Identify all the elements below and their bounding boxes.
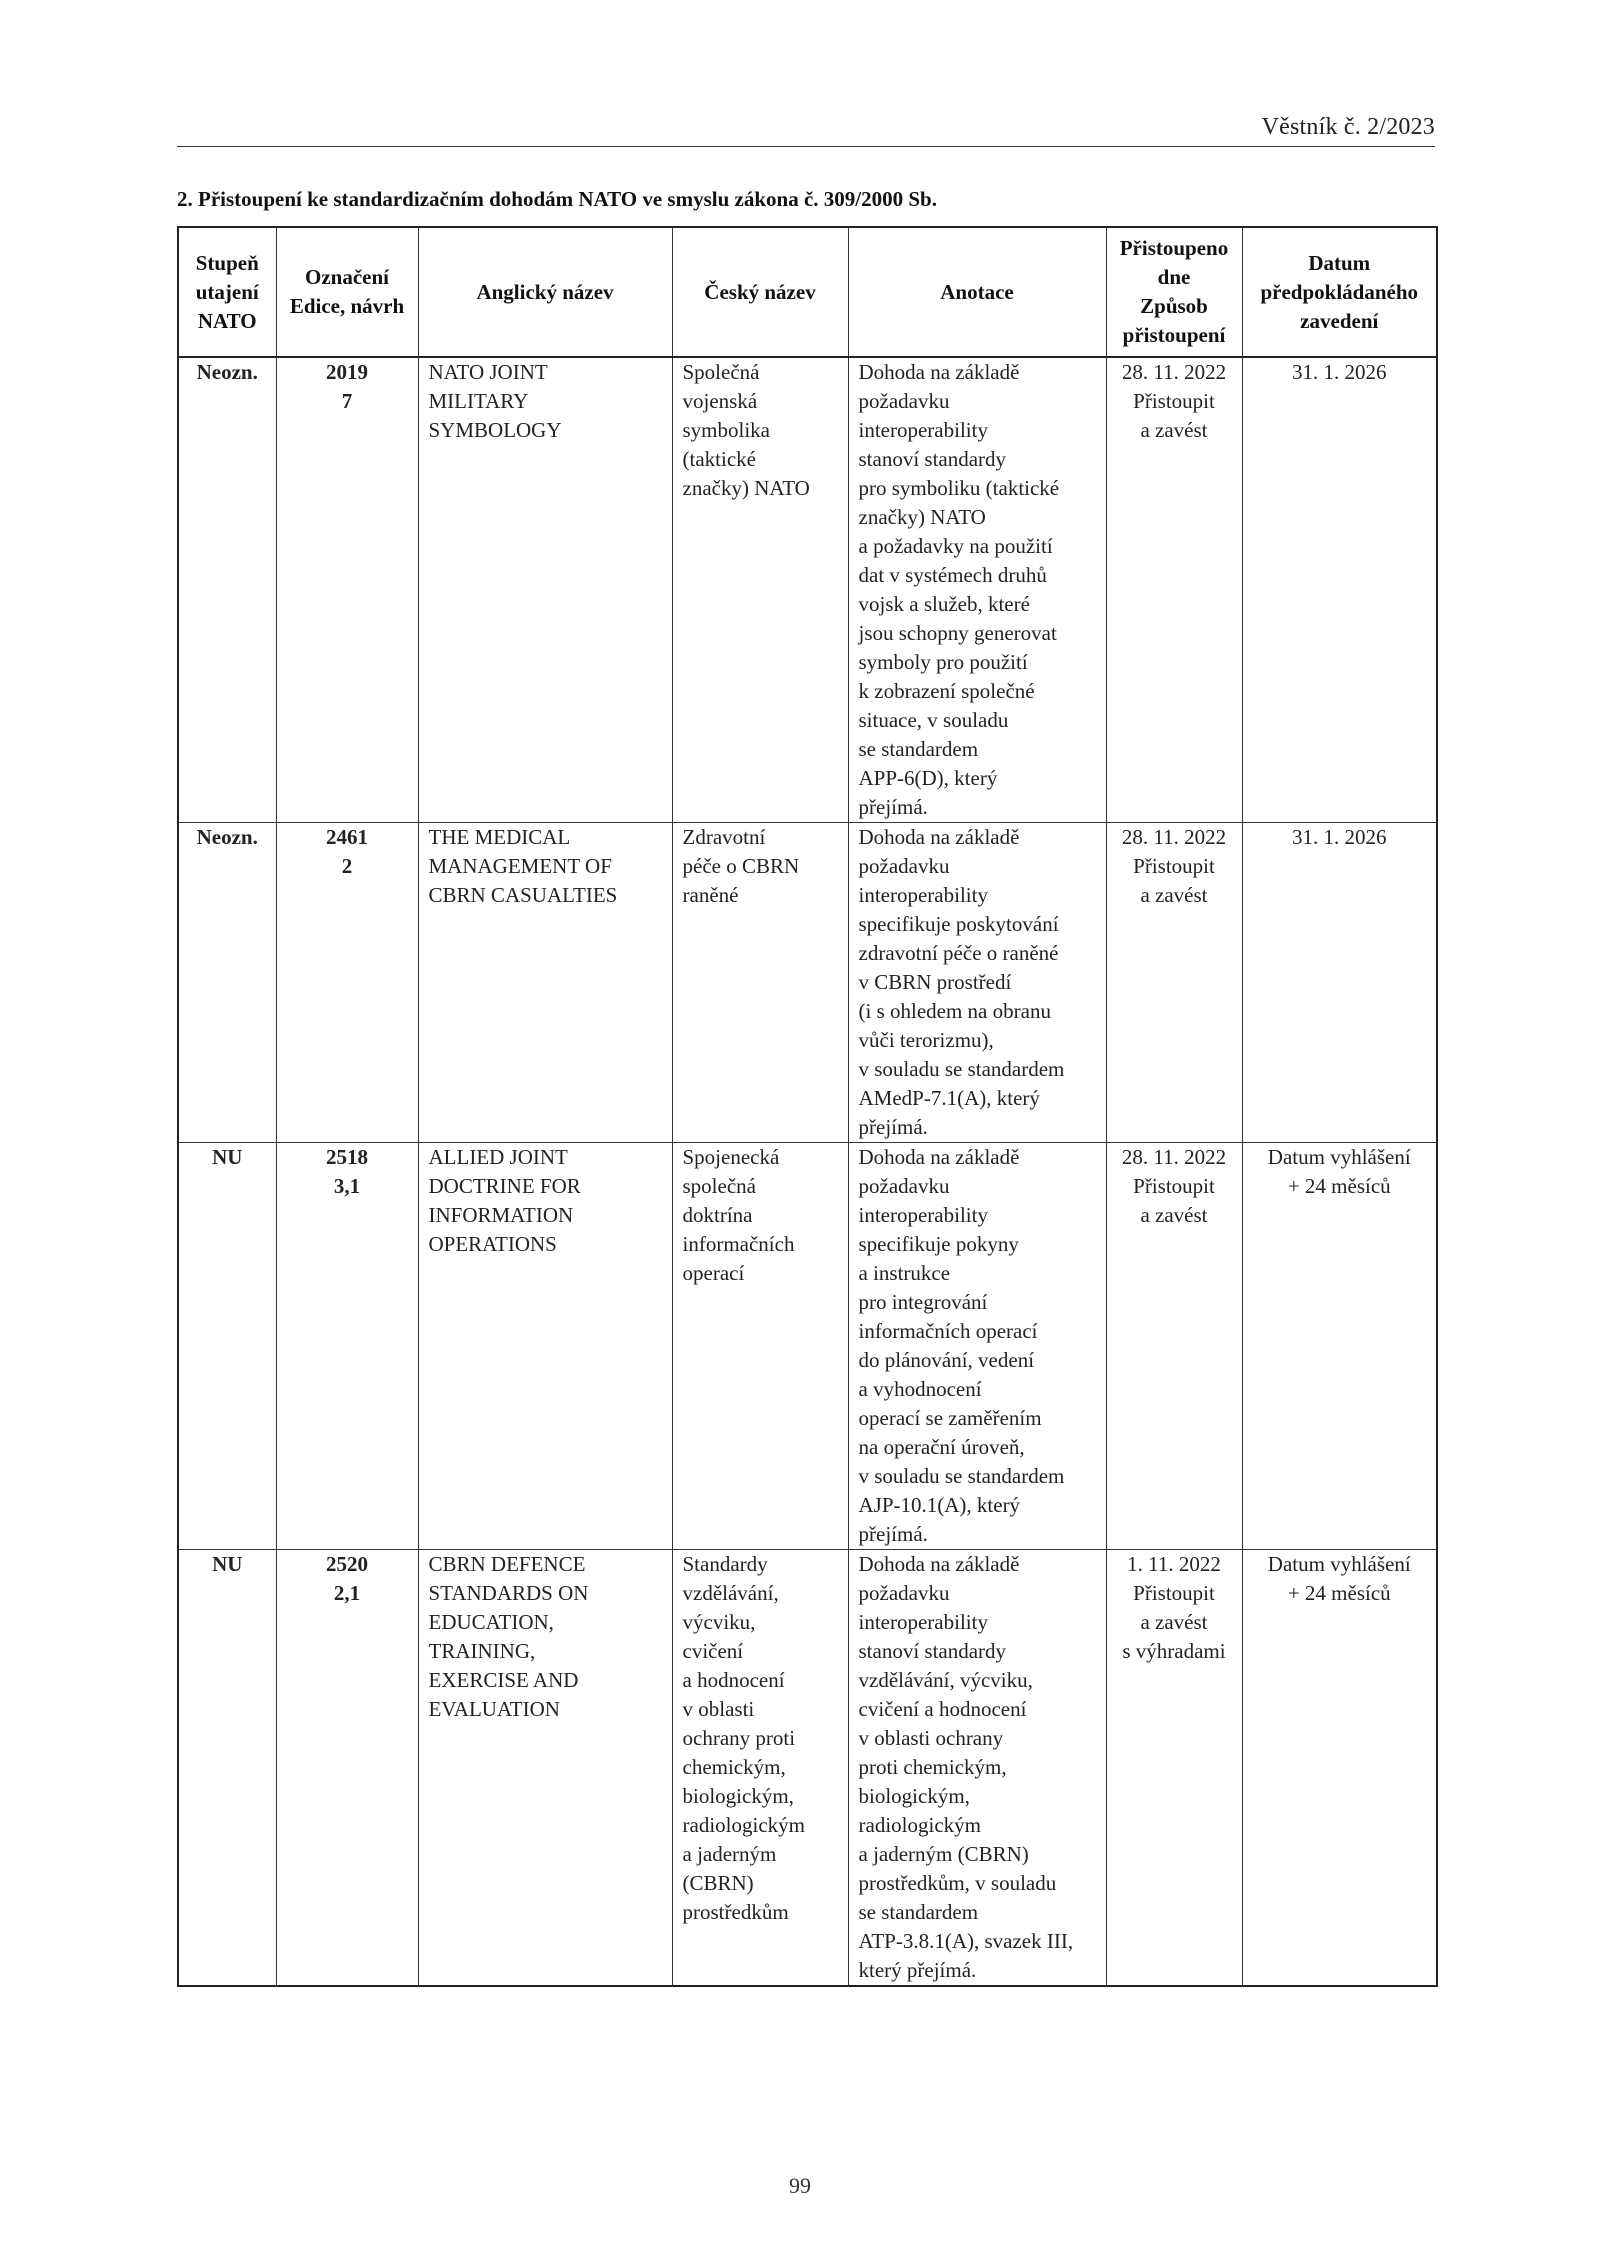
cell-annotation xyxy=(848,1143,1106,1550)
text-line: TRAINING, xyxy=(428,1639,536,1663)
text-line: (taktické xyxy=(682,447,756,471)
text-line: prostředkům xyxy=(682,1900,789,1924)
col-header-classification xyxy=(178,227,276,357)
text-line: specifikuje pokyny xyxy=(858,1232,1019,1256)
journal-issue: Věstník č. 2/2023 xyxy=(1261,114,1435,140)
text-line: (i s ohledem na obranu xyxy=(858,999,1051,1023)
text-line: situace, v souladu xyxy=(858,708,1009,732)
text-line: a požadavky na použití xyxy=(858,534,1053,558)
text-line: zavedení xyxy=(1300,308,1379,333)
cell-czech-title xyxy=(672,357,848,823)
text-line: AMedP-7.1(A), který xyxy=(858,1086,1040,1110)
text-line: značky) NATO xyxy=(682,476,810,500)
cell-czech-title xyxy=(672,1143,848,1550)
text-line: + 24 měsíců xyxy=(1287,1174,1391,1198)
text-line: biologickým, xyxy=(858,1784,970,1808)
cell-classification: NU xyxy=(178,1143,276,1550)
col-header-english-title xyxy=(418,227,672,357)
table-row xyxy=(178,1550,1437,1987)
text-line: 2019 xyxy=(326,360,368,384)
text-line: a vyhodnocení xyxy=(858,1377,982,1401)
text-line: MANAGEMENT OF xyxy=(428,854,612,878)
text-line: vzdělávání, xyxy=(682,1581,779,1605)
text-line: Označení xyxy=(305,265,389,289)
text-line: stanoví standardy xyxy=(858,1639,1007,1663)
cell-classification: NU xyxy=(178,1550,276,1987)
text-line: Stupeň xyxy=(195,250,259,275)
text-line: CBRN CASUALTIES xyxy=(428,883,618,907)
text-line: Dohoda na základě xyxy=(858,360,1020,384)
text-line: v souladu se standardem xyxy=(858,1464,1065,1488)
text-line: Standardy xyxy=(682,1552,768,1576)
text-line: péče o CBRN xyxy=(682,854,800,878)
text-line: SYMBOLOGY xyxy=(428,418,562,442)
text-line: Datum xyxy=(1308,250,1371,275)
text-line: 2 xyxy=(341,854,353,878)
text-line: Český název xyxy=(704,279,816,304)
text-line: Přistoupeno xyxy=(1119,236,1229,260)
section-title: 2. Přistoupení ke standardizačním dohodám NATO ve smyslu zákona č. 309/2000 Sb. xyxy=(177,187,937,211)
cell-czech-title xyxy=(672,1550,848,1987)
cell-annotation xyxy=(848,357,1106,823)
text-line: přejímá. xyxy=(858,1115,928,1139)
text-line: 2461 xyxy=(326,825,368,849)
text-line: Datum vyhlášení xyxy=(1267,1145,1411,1169)
text-line: Anglický název xyxy=(476,279,614,304)
text-line: Přistoupit xyxy=(1133,1581,1215,1605)
cell-designation xyxy=(276,1143,418,1550)
text-line: ochrany proti xyxy=(682,1726,796,1750)
text-line: EDUCATION, xyxy=(428,1610,554,1634)
text-line: Dohoda na základě xyxy=(858,825,1020,849)
text-line: chemickým, xyxy=(682,1755,786,1779)
text-line: v souladu se standardem xyxy=(858,1057,1065,1081)
text-line: Způsob xyxy=(1140,294,1208,318)
col-header-implementation-date xyxy=(1242,227,1437,357)
text-line: který přejímá. xyxy=(858,1958,977,1982)
text-line: vojsk a služeb, které xyxy=(858,592,1030,616)
text-line: radiologickým xyxy=(682,1813,805,1837)
text-line: značky) NATO xyxy=(858,505,986,529)
text-line: ALLIED JOINT xyxy=(428,1145,568,1169)
col-header-annotation xyxy=(848,227,1106,357)
text-line: předpokládaného xyxy=(1260,279,1419,304)
text-line: ATP-3.8.1(A), svazek III, xyxy=(858,1929,1074,1953)
text-line: raněné xyxy=(682,883,739,907)
text-line: THE MEDICAL xyxy=(428,825,571,849)
cell-accession xyxy=(1106,823,1242,1143)
text-line: a zavést xyxy=(1140,1610,1208,1634)
cell-english-title xyxy=(418,823,672,1143)
text-line: požadavku xyxy=(858,1174,950,1198)
cell-implementation-date xyxy=(1242,823,1437,1143)
text-line: v oblasti ochrany xyxy=(858,1726,1004,1750)
cell-classification: Neozn. xyxy=(178,357,276,823)
cell-annotation xyxy=(848,823,1106,1143)
text-line: na operační úroveň, xyxy=(858,1435,1025,1459)
text-line: přistoupení xyxy=(1122,323,1226,347)
text-line: 2520 xyxy=(326,1552,368,1576)
text-line: se standardem xyxy=(858,737,979,761)
col-header-designation xyxy=(276,227,418,357)
text-line: utajení xyxy=(195,279,259,304)
text-line: interoperability xyxy=(858,883,988,907)
text-line: + 24 měsíců xyxy=(1287,1581,1391,1605)
text-line: Spojenecká xyxy=(682,1145,780,1169)
text-line: a zavést xyxy=(1140,883,1208,907)
text-line: interoperability xyxy=(858,1203,988,1227)
text-line: Datum vyhlášení xyxy=(1267,1552,1411,1576)
table-row xyxy=(178,823,1437,1143)
text-line: (CBRN) xyxy=(682,1871,754,1895)
text-line: 31. 1. 2026 xyxy=(1292,825,1387,849)
text-line: 28. 11. 2022 xyxy=(1121,825,1227,849)
text-line: požadavku xyxy=(858,1581,950,1605)
text-line: přejímá. xyxy=(858,1522,928,1546)
page-number: 99 xyxy=(789,2173,811,2198)
cell-implementation-date xyxy=(1242,1550,1437,1987)
text-line: STANDARDS ON xyxy=(428,1581,589,1605)
text-line: EXERCISE AND xyxy=(428,1668,579,1692)
text-line: jsou schopny generovat xyxy=(858,621,1057,645)
text-line: DOCTRINE FOR xyxy=(428,1174,581,1198)
text-line: dne xyxy=(1157,265,1191,289)
text-line: požadavku xyxy=(858,854,950,878)
text-line: CBRN DEFENCE xyxy=(428,1552,586,1576)
stanag-accession-table xyxy=(177,226,1438,1987)
table-row xyxy=(178,1143,1437,1550)
text-line: informačních xyxy=(682,1232,795,1256)
cell-english-title xyxy=(418,1143,672,1550)
text-line: specifikuje poskytování xyxy=(858,912,1059,936)
text-line: EVALUATION xyxy=(428,1697,560,1721)
text-line: a zavést xyxy=(1140,1203,1208,1227)
text-line: Přistoupit xyxy=(1133,854,1215,878)
cell-english-title xyxy=(418,357,672,823)
cell-designation xyxy=(276,1550,418,1987)
text-line: 3,1 xyxy=(333,1174,361,1198)
text-line: symboly pro použití xyxy=(858,650,1028,674)
text-line: prostředkům, v souladu xyxy=(858,1871,1057,1895)
text-line: Zdravotní xyxy=(682,825,766,849)
text-line: INFORMATION xyxy=(428,1203,574,1227)
text-line: MILITARY xyxy=(428,389,529,413)
text-line: přejímá. xyxy=(858,795,928,819)
text-line: cvičení a hodnocení xyxy=(858,1697,1027,1721)
table-header-row xyxy=(178,227,1437,357)
text-line: NATO JOINT xyxy=(428,360,548,384)
text-line: operací se zaměřením xyxy=(858,1406,1042,1430)
text-line: 28. 11. 2022 xyxy=(1121,1145,1227,1169)
cell-accession xyxy=(1106,1550,1242,1987)
text-line: NATO xyxy=(197,308,257,333)
cell-english-title xyxy=(418,1550,672,1987)
text-line: Společná xyxy=(682,360,760,384)
text-line: v CBRN prostředí xyxy=(858,970,1012,994)
text-line: 31. 1. 2026 xyxy=(1292,360,1387,384)
text-line: do plánování, vedení xyxy=(858,1348,1035,1372)
text-line: vůči terorizmu), xyxy=(858,1028,994,1052)
table-row xyxy=(178,357,1437,823)
text-line: zdravotní péče o raněné xyxy=(858,941,1059,965)
text-line: 7 xyxy=(341,389,353,413)
text-line: proti chemickým, xyxy=(858,1755,1007,1779)
text-line: dat v systémech druhů xyxy=(858,563,1047,587)
text-line: pro integrování xyxy=(858,1290,988,1314)
text-line: v oblasti xyxy=(682,1697,755,1721)
cell-accession xyxy=(1106,1143,1242,1550)
text-line: výcviku, xyxy=(682,1610,756,1634)
text-line: společná xyxy=(682,1174,756,1198)
text-line: 2,1 xyxy=(333,1581,361,1605)
text-line: APP-6(D), který xyxy=(858,766,998,790)
text-line: interoperability xyxy=(858,1610,988,1634)
text-line: Anotace xyxy=(940,279,1014,304)
text-line: se standardem xyxy=(858,1900,979,1924)
text-line: operací xyxy=(682,1261,745,1285)
text-line: interoperability xyxy=(858,418,988,442)
text-line: požadavku xyxy=(858,389,950,413)
cell-designation xyxy=(276,823,418,1143)
cell-accession xyxy=(1106,357,1242,823)
col-header-accession xyxy=(1106,227,1242,357)
text-line: 1. 11. 2022 xyxy=(1127,1552,1221,1576)
text-line: doktrína xyxy=(682,1203,753,1227)
cell-implementation-date xyxy=(1242,357,1437,823)
text-line: k zobrazení společné xyxy=(858,679,1035,703)
cell-designation xyxy=(276,357,418,823)
cell-classification: Neozn. xyxy=(178,823,276,1143)
text-line: biologickým, xyxy=(682,1784,794,1808)
text-line: cvičení xyxy=(682,1639,744,1663)
text-line: Edice, návrh xyxy=(289,294,405,318)
cell-implementation-date xyxy=(1242,1143,1437,1550)
text-line: Dohoda na základě xyxy=(858,1145,1020,1169)
text-line: radiologickým xyxy=(858,1813,981,1837)
text-line: s výhradami xyxy=(1122,1639,1226,1663)
text-line: 2518 xyxy=(326,1145,368,1169)
text-line: OPERATIONS xyxy=(428,1232,557,1256)
text-line: stanoví standardy xyxy=(858,447,1007,471)
text-line: a hodnocení xyxy=(682,1668,785,1692)
text-line: AJP-10.1(A), který xyxy=(858,1493,1021,1517)
col-header-czech-title xyxy=(672,227,848,357)
text-line: a instrukce xyxy=(858,1261,951,1285)
text-line: symbolika xyxy=(682,418,770,442)
text-line: 28. 11. 2022 xyxy=(1121,360,1227,384)
text-line: a zavést xyxy=(1140,418,1208,442)
text-line: Dohoda na základě xyxy=(858,1552,1020,1576)
page-header xyxy=(177,108,1435,147)
text-line: a jaderným (CBRN) xyxy=(858,1842,1029,1866)
text-line: vzdělávání, výcviku, xyxy=(858,1668,1033,1692)
text-line: informačních operací xyxy=(858,1319,1038,1343)
cell-annotation xyxy=(848,1550,1106,1987)
text-line: pro symboliku (taktické xyxy=(858,476,1060,500)
text-line: vojenská xyxy=(682,389,758,413)
text-line: Přistoupit xyxy=(1133,389,1215,413)
text-line: Přistoupit xyxy=(1133,1174,1215,1198)
text-line: a jaderným xyxy=(682,1842,777,1866)
cell-czech-title xyxy=(672,823,848,1143)
